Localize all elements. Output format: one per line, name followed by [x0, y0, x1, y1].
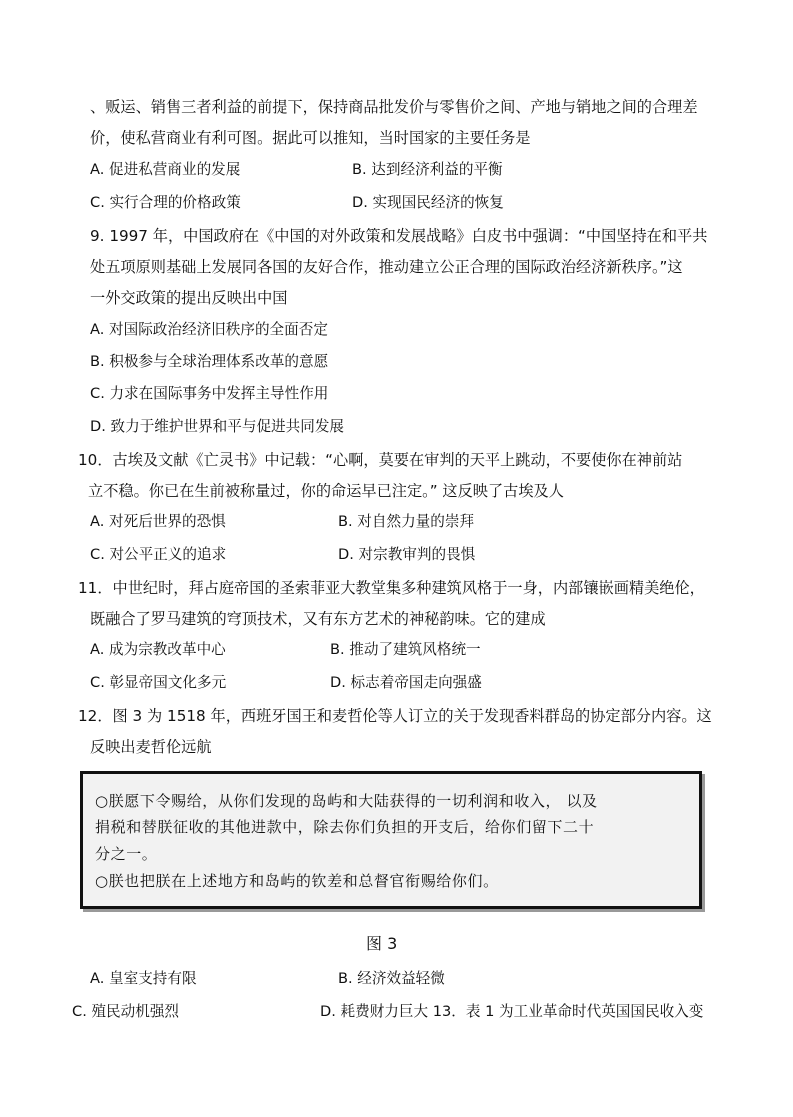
option-a: A. 对死后世界的恐惧 — [90, 513, 226, 530]
figure-caption: 图 3 — [366, 934, 398, 953]
figure-3-quote-box — [80, 771, 702, 909]
option-a: A. 促进私营商业的发展 — [90, 161, 241, 178]
question-9-line: 一外交政策的提出反映出中国 — [90, 289, 288, 307]
option-b: B. 积极参与全球治理体系改革的意愿 — [90, 353, 329, 370]
option-d: D. 耗费财力巨大 13．表 1 为工业革命时代英国国民收入变 — [320, 1003, 704, 1020]
text-line: 价，使私营商业有利可图。据此可以推知，当时国家的主要任务是 — [90, 129, 531, 147]
question-9-line: 处五项原则基础上发展同各国的友好合作，推动建立公正合理的国际政治经济新秩序。”这 — [90, 258, 683, 276]
option-b: B. 对自然力量的崇拜 — [338, 513, 475, 530]
option-a: A. 对国际政治经济旧秩序的全面否定 — [90, 321, 328, 338]
quote-line: 分之一。 — [95, 845, 158, 863]
question-10-line: 立不稳。你已在生前被称量过，你的命运早已注定。” 这反映了古埃及人 — [88, 482, 564, 500]
option-d: D. 标志着帝国走向强盛 — [330, 674, 482, 691]
option-d: D. 实现国民经济的恢复 — [352, 194, 504, 211]
quote-line: ○朕也把朕在上述地方和岛屿的钦差和总督官衔赐给你们。 — [95, 872, 499, 890]
option-a: A. 成为宗教改革中心 — [90, 641, 226, 658]
question-9-line: 9. 1997 年，中国政府在《中国的对外政策和发展战略》白皮书中强调：“中国坚持在和平共 — [90, 227, 708, 245]
question-12-line: 12．图 3 为 1518 年，西班牙国王和麦哲伦等人订立的关于发现香料群岛的协定部分内容。这 — [78, 707, 712, 725]
option-c: C. 力求在国际事务中发挥主导性作用 — [90, 385, 329, 402]
quote-line: ○朕愿下令赐给，从你们发现的岛屿和大陆获得的一切利润和收入， 以及 — [95, 792, 598, 810]
option-c: C. 实行合理的价格政策 — [90, 194, 241, 211]
text-line: 、贩运、销售三者利益的前提下，保持商品批发价与零售价之间、产地与销地之间的合理差 — [90, 98, 698, 116]
option-c: C. 对公平正义的追求 — [90, 546, 227, 563]
question-11-line: 11．中世纪时，拜占庭帝国的圣索菲亚大教堂集多种建筑风格于一身，内部镶嵌画精美绝伦， — [78, 579, 705, 597]
option-b: B. 经济效益轻微 — [338, 970, 445, 987]
option-a: A. 皇室支持有限 — [90, 970, 197, 987]
quote-line: 捐税和替朕征收的其他进款中，除去你们负担的开支后，给你们留下二十 — [95, 818, 595, 836]
option-b: B. 推动了建筑风格统一 — [330, 641, 481, 658]
option-b: B. 达到经济利益的平衡 — [352, 161, 503, 178]
option-d: D. 致力于维护世界和平与促进共同发展 — [90, 418, 345, 435]
question-10-line: 10．古埃及文献《亡灵书》中记载：“心啊，莫要在审判的天平上跳动，不要使你在神前站 — [78, 451, 683, 469]
option-d: D. 对宗教审判的畏惧 — [338, 546, 476, 563]
option-c: C. 殖民动机强烈 — [72, 1003, 180, 1020]
option-c: C. 彰显帝国文化多元 — [90, 674, 227, 691]
question-11-line: 既融合了罗马建筑的穹顶技术，又有东方艺术的神秘韵味。它的建成 — [90, 610, 546, 628]
question-12-line: 反映出麦哲伦远航 — [90, 738, 212, 756]
